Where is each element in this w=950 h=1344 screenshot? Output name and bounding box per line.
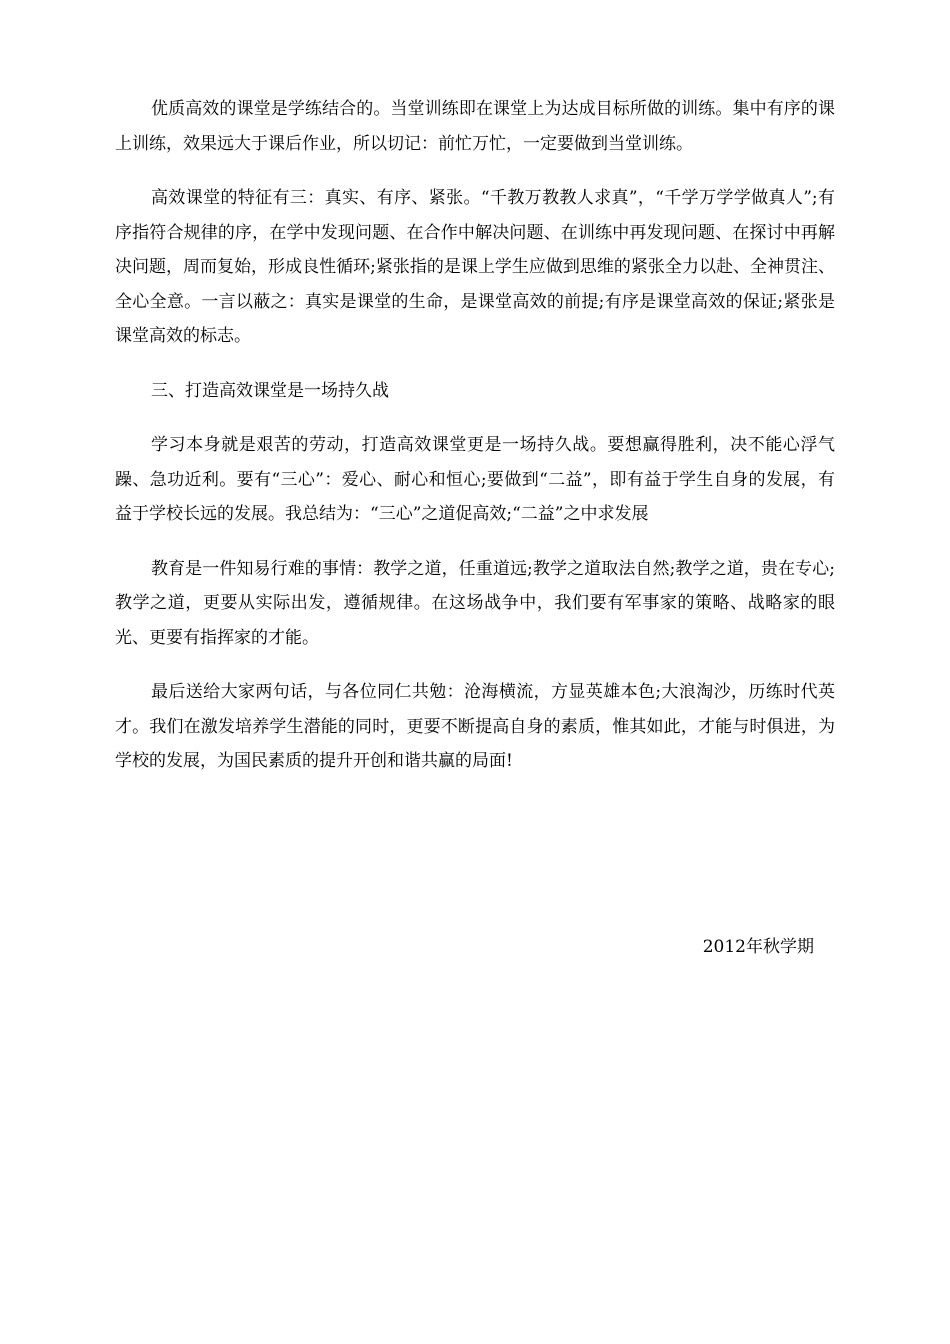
paragraph-teaching-way: 教育是一件知易行难的事情：教学之道，任重道远;教学之道取法自然;教学之道，贵在专心;教学之道，更要从实际出发，遵循规律。在这场战争中，我们要有军事家的策略、战略家的眼光、更要有指挥家的才能。	[115, 558, 835, 648]
paragraph-gap	[115, 161, 835, 181]
section-heading-three: 三、打造高效课堂是一场持久战	[151, 380, 389, 401]
paragraph-long-battle: 学习本身就是艰苦的劳动，打造高效课堂更是一场持久战。要想赢得胜利，决不能心浮气躁、急功近利。要有“三心”：爱心、耐心和恒心;要做到“二益”，即有益于学生自身的发展，有益于学校长远的发展。我总结为：“三心”之道促高效;“二益”之中求发展	[115, 435, 835, 524]
paragraph-gap	[115, 655, 835, 675]
paragraph-classroom-features: 高效课堂的特征有三：真实、有序、紧张。“千教万教教人求真”，“千学万学学做真人”;有序指符合规律的序，在学中发现问题、在合作中解决问题、在训练中再发现问题、在探讨中再解决问题，周而复始，形成良性循环;紧张指的是课上学生应做到思维的紧张全力以赴、全神贯注、全心全意。一言以蔽之：真实是课堂的生命，是课堂高效的前提;有序是课堂高效的保证;紧张是课堂高效的标志。	[115, 188, 835, 346]
signature-date: 2012年秋学期	[702, 937, 814, 957]
paragraph-gap	[115, 354, 835, 374]
paragraph-classroom-training: 优质高效的课堂是学练结合的。当堂训练即在课堂上为达成目标所做的训练。集中有序的课上训练，效果远大于课后作业，所以切记：前忙万忙，一定要做到当堂训练。	[115, 99, 835, 154]
paragraph-gap	[115, 408, 835, 428]
document-body	[115, 92, 835, 779]
paragraph-closing-words: 最后送给大家两句话，与各位同仁共勉：沧海横流，方显英雄本色;大浪淘沙，历练时代英才。我们在激发培养学生潜能的同时，更要不断提高自身的素质，惟其如此，才能与时俱进，为学校的发展，为国民素质的提升开创和谐共赢的局面!	[115, 682, 835, 771]
paragraph-gap	[115, 532, 835, 552]
